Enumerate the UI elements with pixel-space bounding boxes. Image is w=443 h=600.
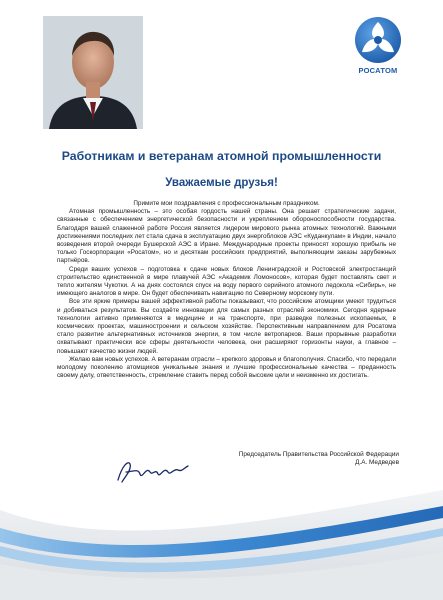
signer-name: Д.А. Медведев [355,459,399,467]
signer-block [205,451,399,468]
paragraph-4: Желаю вам новых успехов. А ветеранам отрасли – крепкого здоровья и благополучия. Спасибо, что передали молодому поколению атомщиков уникальные знания и лучшие профессиональные качества – преданность своему делу, ответственность, стремление ставить перед собой высокие цели и неизменно их достигать. [57,355,396,380]
portrait-photo [43,16,143,129]
paragraph-intro: Примите мои поздравления с профессиональным праздником. [133,200,320,207]
logo-wordmark: РОСАТОМ [358,66,398,75]
handwritten-signature [112,454,192,488]
letter-title: Работникам и ветеранам атомной промышленности [61,149,382,163]
paragraph-1: Атомная промышленность – это особая гордость нашей страны. Она решает стратегические задачи, связанные с обеспечением энергетической безопасности и укреплением обороноспособности государства. Благодаря вашей слаженной работе Россия является лидером мирового рынка атомных технологий. Важными достижениями последних лет стала сдача в эксплуатацию двух энергоблоков АЭС «Куданкулам» в Индии, начало возведения второй очереди Бушерской АЭС в Иране. Международные проекты приносят хорошую прибыль не только Госкорпорации «Росатом», но и десяткам российских предприятий, выполняющим заказы зарубежных партнёров. [57,208,396,265]
paragraph-3: Все эти яркие примеры вашей эффективной работы показывают, что российские атомщики умеют трудиться и добиваться результатов. Вы создаёте инновации для самых разных отраслей экономики. Сегодня ядерные технологии активно применяются в медицине и на транспорте, при разведке полезных ископаемых, в космических проектах, машиностроении и сельском хозяйстве. Перспективным направлением для Росатома стало развитие альтернативных источников энергии, в том числе ветропарков. Ваши прорывные разработки охватывают практически все сферы деятельности человека, они расширяют горизонты науки, а главное – повышают качество жизни людей. [57,298,396,355]
letter-greeting: Уважаемые друзья! [165,177,278,189]
decorative-wave-footer [0,470,443,600]
letter-body [57,200,396,380]
paragraph-2: Среди ваших успехов – подготовка к сдаче новых блоков Ленинградской и Ростовской электростанций строительство единственной в мире плавучей АЭС «Академик Ломоносов», которая будет поставлять свет и тепло жителям Чукотки. А на днях состоялся спуск на воду первого серийного атомного ледокола «Сибирь», не имеющего аналогов в мире. Он будет обеспечивать навигацию по Северному морскому пути. [57,265,396,298]
signer-position: Председатель Правительства Российской Федерации [238,451,399,458]
